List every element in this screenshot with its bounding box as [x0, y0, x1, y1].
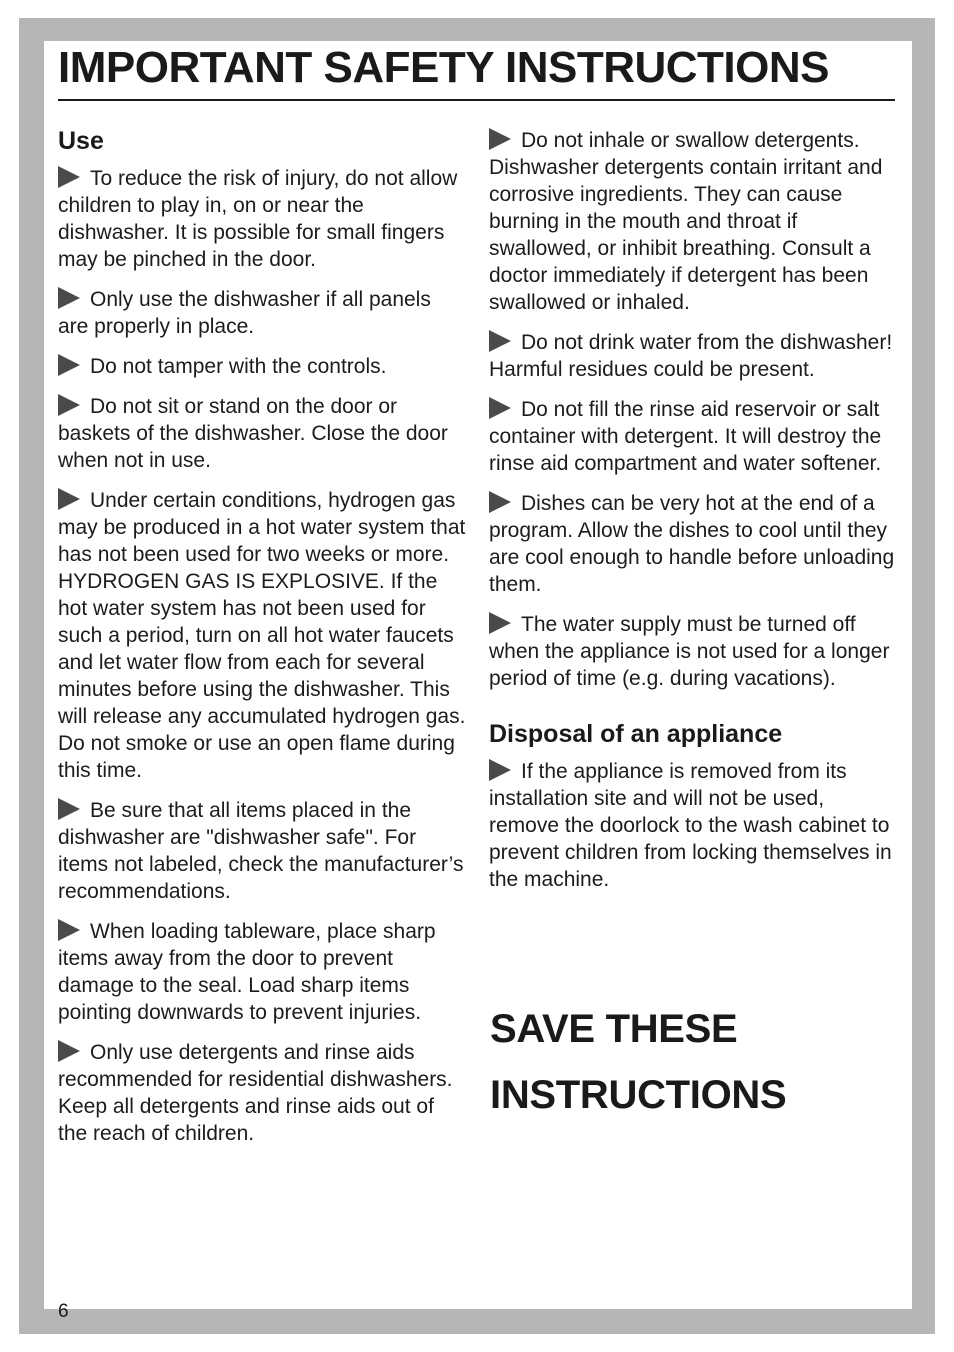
item-text: Do not tamper with the controls.	[90, 355, 387, 378]
item-text: Do not fill the rinse aid reservoir or salt container with detergent. It will destroy the rinse aid compartment and water softener.	[489, 398, 882, 475]
list-item	[489, 127, 897, 316]
triangle-right-icon	[489, 397, 511, 419]
triangle-right-icon	[58, 354, 80, 376]
item-text: Do not drink water from the dishwasher! Harmful residues could be present.	[489, 331, 893, 381]
item-text: Only use detergents and rinse aids recommended for residential dishwashers. Keep all detergents and rinse aids out of the reach of children.	[58, 1041, 453, 1145]
list-item	[489, 490, 897, 598]
triangle-right-icon	[58, 166, 80, 188]
triangle-right-icon	[58, 798, 80, 820]
left-column	[58, 126, 466, 1160]
list-item	[489, 396, 897, 477]
list-item	[58, 393, 466, 474]
triangle-right-icon	[58, 394, 80, 416]
item-text: Do not sit or stand on the door or baskets of the dishwasher. Close the door when not in use.	[58, 395, 448, 472]
item-text: Dishes can be very hot at the end of a program. Allow the dishes to cool until they are cool enough to handle before unloading them.	[489, 492, 895, 596]
item-text: Do not inhale or swallow detergents. Dishwasher detergents contain irritant and corrosive ingredients. They can cause burning in the mouth and throat if swallowed, or inhibit breathing. Consult a doctor immediately if detergent has been swallowed or inhaled.	[489, 129, 883, 314]
disposal-heading: Disposal of an appliance	[489, 720, 783, 748]
triangle-right-icon	[58, 1040, 80, 1062]
title-divider	[58, 99, 895, 101]
list-item	[489, 758, 897, 893]
save-notice-line-2: INSTRUCTIONS	[490, 1073, 787, 1117]
list-item	[58, 797, 466, 905]
triangle-right-icon	[489, 612, 511, 634]
triangle-right-icon	[489, 759, 511, 781]
item-text: If the appliance is removed from its installation site and will not be used, remove the doorlock to the wash cabinet to prevent children from locking themselves in the machine.	[489, 760, 892, 891]
page-number: 6	[58, 1301, 69, 1322]
triangle-right-icon	[58, 287, 80, 309]
triangle-right-icon	[489, 128, 511, 150]
triangle-right-icon	[58, 488, 80, 510]
save-notice-line-1: SAVE THESE	[490, 1007, 738, 1051]
item-text: When loading tableware, place sharp items away from the door to prevent damage to the seal. Load sharp items pointing downwards to prevent injuries.	[58, 920, 436, 1024]
list-item	[58, 1039, 466, 1147]
list-item	[489, 611, 897, 692]
list-item	[58, 918, 466, 1026]
item-text: The water supply must be turned off when the appliance is not used for a longer period of time (e.g. during vacations).	[489, 613, 890, 690]
item-text: To reduce the risk of injury, do not allow children to play in, on or near the dishwasher. It is possible for small fingers may be pinched in the door.	[58, 167, 458, 271]
item-text: Only use the dishwasher if all panels are properly in place.	[58, 288, 431, 338]
page-title: IMPORTANT SAFETY INSTRUCTIONS	[58, 43, 829, 92]
use-heading: Use	[58, 127, 104, 155]
list-item	[58, 286, 466, 340]
right-column	[489, 127, 897, 906]
list-item	[58, 487, 466, 784]
triangle-right-icon	[489, 330, 511, 352]
list-item	[58, 353, 466, 380]
list-item	[58, 165, 466, 273]
item-text: Under certain conditions, hydrogen gas may be produced in a hot water system that has not been used for two weeks or more. HYDROGEN GAS IS EXPLOSIVE. If the hot water system has not been used for such a period, turn on all hot water faucets and let water flow from each for several minutes before using the dishwasher. This will release any accumulated hydrogen gas. Do not smoke or use an open flame during this time.	[58, 489, 466, 782]
item-text: Be sure that all items placed in the dishwasher are "dishwasher safe". For items not labeled, check the manufacturer’s recommendations.	[58, 799, 464, 903]
triangle-right-icon	[489, 491, 511, 513]
list-item	[489, 329, 897, 383]
save-instructions-notice	[490, 996, 786, 1128]
triangle-right-icon	[58, 919, 80, 941]
